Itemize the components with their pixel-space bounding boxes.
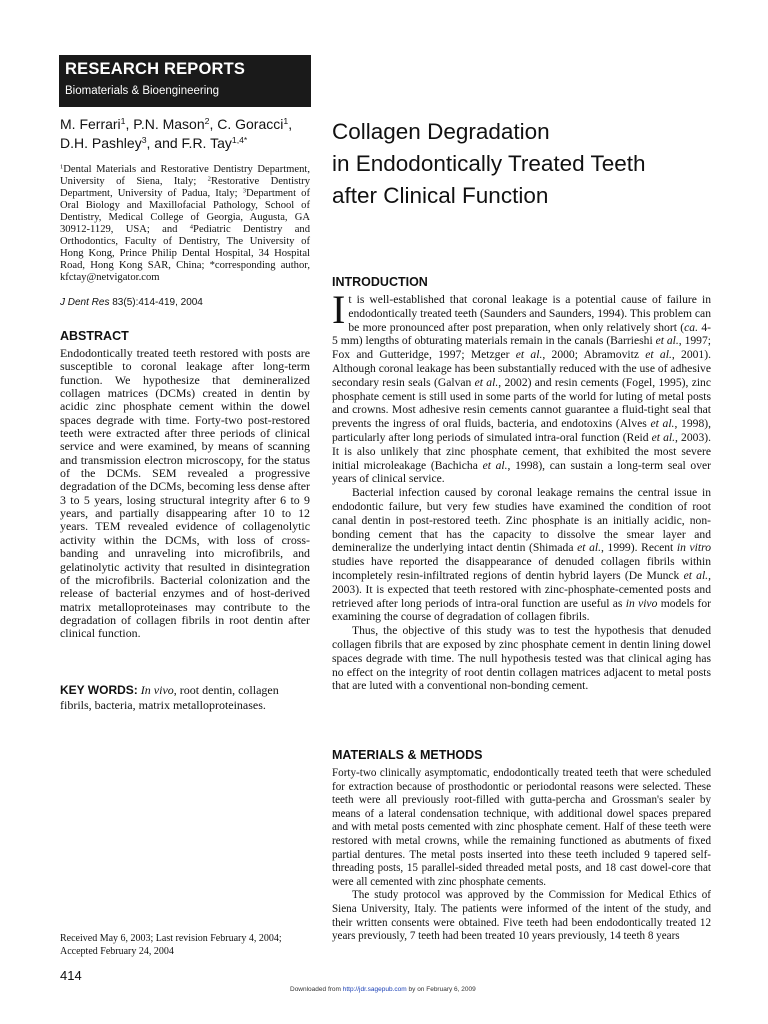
- date-line: Received May 6, 2003; Last revision February 4, 2004;: [60, 933, 282, 944]
- page-number: 414: [60, 968, 82, 983]
- title-line: in Endodontically Treated Teeth: [332, 151, 646, 176]
- abstract-heading: ABSTRACT: [60, 329, 129, 343]
- journal-citation: [60, 297, 203, 308]
- methods-paragraph: The study protocol was approved by the Commission for Medical Ethics of Siena University, Italy. The patients were informed of the intent of the study, and their written consents were obtained. Five teeth had been endodontically treated 12 years previously, 7 teeth had been treated 10 years previously, 14 teeth 8 years: [332, 889, 711, 943]
- intro-paragraph: Thus, the objective of this study was to test the hypothesis that denuded collagen fibrils that are exposed by zinc phosphate cement in dentin lining dowel spaces degrade with time. The null hypothesis tested was that clinical aging has no effect on the integrity of root dentin collagen matrices adjacent to metal posts that are luted with a conventional non-bonding cement.: [332, 624, 711, 693]
- affil-text: Pediatric Dentistry and Orthodontics, Faculty of Dentistry, The University of Hong Kong, Prince Philip Dental Hospital, 34 Hospital Road, Hong Kong SAR, China; *corresponding author, kfctay@netvigator.com: [60, 224, 310, 283]
- author-affil-mark: 3: [141, 135, 147, 146]
- abstract-text-block: [60, 347, 310, 641]
- introduction-body: [332, 287, 712, 693]
- author-affil-mark: 2: [204, 116, 210, 127]
- download-prefix: Downloaded from: [290, 986, 343, 993]
- author-name: D.H. Pashley: [60, 135, 142, 151]
- article-title: [332, 116, 712, 212]
- affil-mark: 4: [189, 223, 194, 231]
- title-line: Collagen Degradation: [332, 119, 550, 144]
- affil-mark: 1: [60, 163, 64, 171]
- affil-text: Department of Oral Biology and Maxillofacial Pathology, School of Dentistry, Medical College of Georgia, Augusta, GA 30912-1129, USA; and: [60, 188, 310, 235]
- date-line: Accepted February 24, 2004: [60, 946, 174, 957]
- affil-text: Restorative Dentistry Department, University of Padua, Italy;: [60, 176, 310, 199]
- download-notice: [290, 986, 476, 993]
- banner-title: RESEARCH REPORTS: [65, 60, 246, 78]
- banner-subtitle: Biomaterials & Bioengineering: [65, 85, 220, 97]
- methods-paragraph: Forty-two clinically asymptomatic, endodontically treated teeth that were scheduled for extraction because of prosthodontic or periodontal reasons were selected. These teeth were all previously root-filled with gutta-percha and Grossman's sealer by means of a lateral condensation technique, with additional dowel spaces prepared and with metal posts cemented with zinc phosphate cement. Half of these teeth were restored with metal crowns, while the remaining functioned as abutments of fixed partial dentures. The metal posts inserted into these teeth included 9 tapered self-threading posts, 15 parallel-sided threaded metal posts, and 18 cast dowel-core that were all cemented with zinc phosphate cements.: [332, 767, 711, 888]
- download-suffix: by on February 6, 2009: [406, 986, 476, 993]
- affiliations: [60, 164, 310, 284]
- keywords-italic: In vivo: [140, 683, 174, 697]
- affil-mark: 3: [242, 187, 247, 195]
- methods-body: [332, 767, 711, 944]
- drop-cap: I: [332, 287, 346, 332]
- abstract-text: Endodontically treated teeth restored with posts are susceptible to coronal leakage after long-term function. We hypothesize that demineralized collagen matrices (DCMs) created in dentin by acidic zinc phosphate cement within the dowel spaces degrade with time. Forty-two post-restored teeth were extracted after three periods of clinical service and were examined, by means of scanning and transmission electron microscopy, for the status of the DCMs. SEM revealed a progressive degradation of the DCMs, becoming less dense after 3 to 5 years, losing structural integrity after 6 to 9 years, and partially disappearing after 10 to 12 years. TEM revealed evidence of collagenolytic activity within the DCMs, with loss of cross-banding and unraveling into microfibrils, and gelatinolytic activity that resulted in disintegration of the microfibrils. Bacterial colonization and the release of bacterial enzymes and of host-derived matrix metalloproteinases may contribute to the degradation of collagen fibrils in root dentin after clinical function.: [60, 346, 310, 641]
- author-list: M. Ferrari$^1$, P.N. Mason$^2$, C. Goracci$^1$, D.H. Pashley$^3$, and F.R. Tay$^{1,4*}$: [60, 116, 293, 151]
- keywords-label: KEY WORDS:: [60, 683, 138, 697]
- affil-mark: 2: [207, 175, 211, 183]
- manuscript-dates: [60, 932, 310, 958]
- author-affil-mark: 1,4*: [231, 135, 248, 146]
- author-affil-mark: 1: [120, 116, 126, 127]
- title-line: after Clinical Function: [332, 183, 549, 208]
- download-link[interactable]: http://jdr.sagepub.com: [342, 986, 407, 993]
- introduction-heading: INTRODUCTION: [332, 275, 428, 289]
- methods-heading: MATERIALS & METHODS: [332, 748, 483, 762]
- journal-name: J Dent Res: [60, 297, 110, 308]
- intro-paragraph: Bacterial infection caused by coronal leakage remains the central issue in endodontic failure, but very few studies have examined the condition of root canal dentin in post-restored teeth. Zinc phosphate is an initially acidic, non-bonding cement that has the capacity to dissolve the smear layer and demineralize the underlying intact dentin (Shimada et al., 1999). Recent in vitro studies have reported the disappearance of denuded collagen fibrils within incompletely resin-infiltrated regions of dentin hybrid layers (De Munck et al., 2003). It is expected that teeth restored with zinc-phosphate-cemented posts and retrieved after long periods of intra-oral function are useful as in vivo models for examining the course of degradation of collagen fibrils.: [332, 486, 711, 624]
- affil-text: Dental Materials and Restorative Dentistry Department, University of Siena, Italy;: [60, 164, 310, 187]
- author-name: M. Ferrari: [60, 116, 121, 132]
- keywords: [60, 683, 310, 713]
- author-name: , P.N. Mason: [125, 116, 205, 132]
- author-name: , and F.R. Tay: [146, 135, 232, 151]
- intro-paragraph: It is well-established that coronal leakage is a potential cause of failure in endodontically treated teeth (Saunders and Saunders, 1994). This problem can be more pronounced after post preparation, when only relatively short (ca. 4-5 mm) lengths of obturating materials remain in the canals (Barrieshi et al., 1997; Fox and Gutteridge, 1997; Metzger et al., 2000; Abramovitz et al., 2001). Although coronal leakage has been substantially reduced with the use of adhesive secondary resin seals (Galvan et al., 2002) and resin cements (Fogel, 1995), zinc phosphate cement is still used in some parts of the world for luting of metal posts and crowns. Most adhesive resin cements cannot guarantee a fluid-tight seal that prevents the ingress of oral fluids, bacteria, and endotoxins (Alves et al., 1998), particularly after long periods of simulated intra-oral function (Reid et al., 2003). It is also unlikely that zinc phosphate cement, that exhibited the most severe initial microleakage (Bachicha et al., 1998), can sustain a long-term seal over years of clinical service.: [332, 287, 712, 486]
- keywords-rest: , root dentin, collagen fibrils, bacteria, matrix metalloproteinases.: [60, 683, 279, 712]
- section-banner: [59, 55, 311, 107]
- citation-ref: 83(5):414-419, 2004: [109, 297, 203, 308]
- author-name: , C. Goracci: [209, 116, 284, 132]
- author-affil-mark: 1: [283, 116, 289, 127]
